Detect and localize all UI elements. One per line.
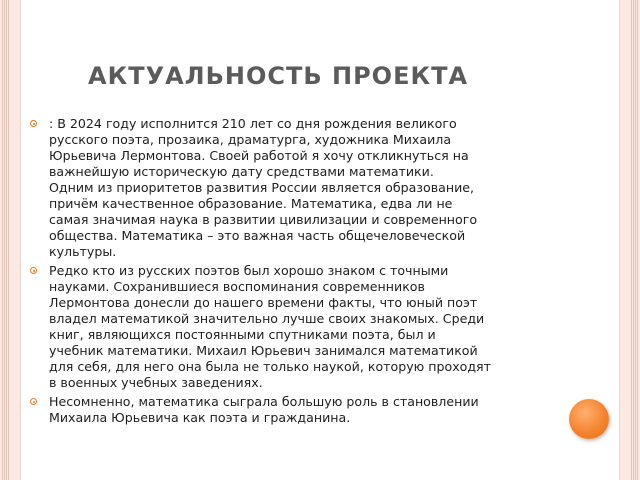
- bullet-text-line: Редко кто из русских поэтов был хорошо знаком с точными: [49, 263, 449, 278]
- right-edge-decoration: [630, 0, 640, 480]
- bullet-text-line: для себя, для него она была не только наукой, которую проходят: [49, 359, 491, 374]
- bullet-text-line: : В 2024 году исполнится 210 лет со дня рождения великого: [49, 116, 457, 131]
- bullet-text-line: Несомненно, математика сыграла большую роль в становлении: [49, 394, 479, 409]
- bullet-text-line: Лермонтова донесли до нашего времени факты, что юный поэт: [49, 295, 478, 310]
- bullet-marker-icon: [30, 398, 37, 405]
- bullet-marker-icon: [30, 267, 37, 274]
- bullet-text-line: общества. Математика – это важная часть общечеловеческой: [49, 228, 466, 243]
- left-edge-decoration: [0, 0, 10, 480]
- slide-border-left: [20, 0, 21, 480]
- bullet-text-line: причём качественное образование. Математика, едва ли не: [49, 196, 453, 211]
- bullet-text-line: книг, являющихся постоянными спутниками поэта, был и: [49, 327, 436, 342]
- bullet-text-line: в военных учебных заведениях.: [49, 375, 263, 390]
- bullet-item: [28, 263, 528, 391]
- bullet-list: [28, 116, 528, 429]
- bullet-text-line: самая значимая наука в развитии цивилизации и современного: [49, 212, 478, 227]
- bullet-text-line: науками. Сохранившиеся воспоминания современников: [49, 279, 425, 294]
- bullet-text-line: Михаила Юрьевича как поэта и гражданина.: [49, 410, 351, 425]
- bullet-text-line: Одним из приоритетов развития России является образование,: [49, 180, 475, 195]
- bullet-text-line: культуры.: [49, 244, 117, 259]
- decorative-orange-circle: [569, 399, 609, 439]
- bullet-text-line: важнейшую историческую дату средствами математики.: [49, 164, 434, 179]
- bullet-text-line: Юрьевича Лермонтова. Своей работой я хочу откликнуться на: [49, 148, 469, 163]
- bullet-item: [28, 394, 528, 426]
- bullet-item: [28, 116, 528, 260]
- bullet-text-line: учебник математики. Михаил Юрьевич занимался математикой: [49, 343, 478, 358]
- bullet-marker-icon: [30, 120, 37, 127]
- bullet-text-line: русского поэта, прозаика, драматурга, художника Михаила: [49, 132, 452, 147]
- bullet-text-line: владел математикой значительно лучше своих знакомых. Среди: [49, 311, 485, 326]
- slide-border-right: [619, 0, 620, 480]
- slide-title: АКТУАЛЬНОСТЬ ПРОЕКТА: [88, 62, 469, 90]
